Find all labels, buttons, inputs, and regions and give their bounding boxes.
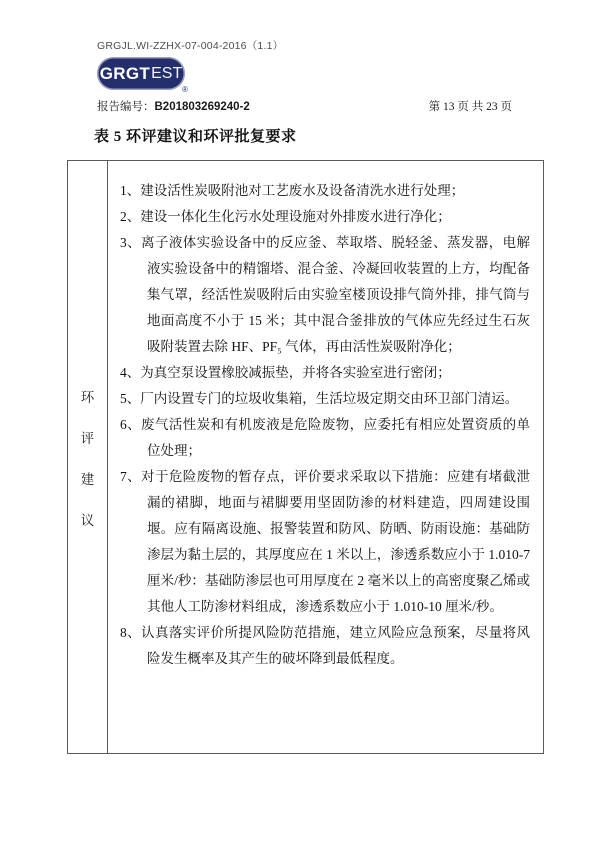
table-title: 表 5 环评建议和环评批复要求 <box>94 129 297 145</box>
page-number-indicator: 第 13 页 共 23 页 <box>428 101 512 113</box>
list-item: 3、离子液体实验设备中的反应釜、萃取塔、脱轻釜、蒸发器，电解液实验设备中的精馏塔、混合釜、冷凝回收装置的上方，均配备集气罩，经活性炭吸附后由实验室楼顶设排气筒外排，排气筒与地面高度不小于 15 米；其中混合釜排放的气体应先经过生石灰吸附装置去除 HF、PF₅ 气体，再由活性炭吸附净化； <box>120 235 530 354</box>
logo-text-bold: GRGT <box>99 63 151 83</box>
row-header-char: 议 <box>80 512 95 528</box>
list-item: 4、为真空泵设置橡胶减振垫，并将各实验室进行密闭； <box>120 365 451 380</box>
eia-requirements-table <box>67 160 544 754</box>
row-header-char: 环 <box>80 389 95 405</box>
grgtest-logo <box>97 57 185 90</box>
row-header-eia-suggestions <box>68 161 108 753</box>
row-header-char: 建 <box>80 471 95 487</box>
report-number-value: B201803269240-2 <box>154 101 250 113</box>
document-code: GRGJL.WI-ZZHX-07-004-2016（1.1） <box>97 40 284 52</box>
report-number-line <box>97 98 250 114</box>
row-header-char: 评 <box>80 430 95 446</box>
list-item: 2、建设一体化生化污水处理设施对外排废水进行净化； <box>120 209 451 224</box>
logo-text-light: EST <box>151 64 183 82</box>
report-number-label: 报告编号： <box>97 101 155 113</box>
registered-trademark-icon: ® <box>182 85 188 94</box>
eia-items-cell <box>108 161 543 753</box>
list-item: 1、建设活性炭吸附池对工艺废水及设备清洗水进行处理； <box>120 183 465 198</box>
list-item: 6、废气活性炭和有机废液是危险废物，应委托有相应处置资质的单位处理； <box>120 417 530 458</box>
list-item: 8、认真落实评价所提风险防范措施，建立风险应急预案，尽量将风险发生概率及其产生的破坏降到最低程度。 <box>120 625 530 666</box>
list-item: 5、厂内设置专门的垃圾收集箱，生活垃圾定期交由环卫部门清运。 <box>120 391 519 406</box>
list-item: 7、对于危险废物的暂存点，评价要求采取以下措施：应建有堵截泄漏的裙脚，地面与裙脚要用坚固防渗的材料建造，四周建设围堰。应有隔离设施、报警装置和防风、防晒、防雨设施：基础防渗层为黏土层的，其厚度应在 1 米以上，渗透系数应小于 1.010-7 厘米/秒：基础防渗层也可用厚度在 2 毫米以上的高密度聚乙烯或其他人工防渗材料组成，渗透系数应小于 1.010-10 厘米/秒。 <box>120 469 530 614</box>
